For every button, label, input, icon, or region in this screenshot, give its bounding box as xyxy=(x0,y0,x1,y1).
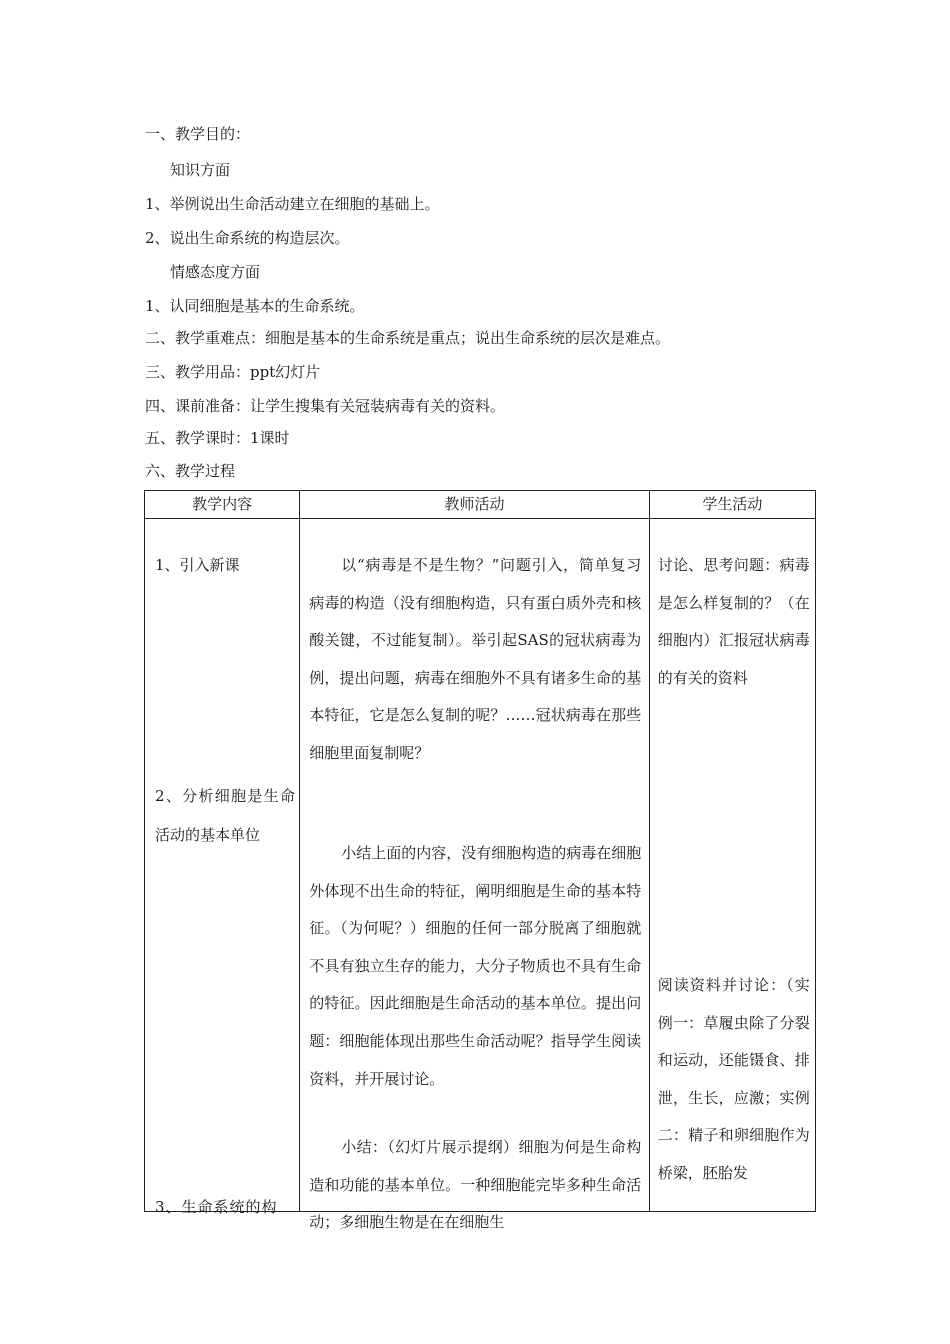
header-teacher: 教师活动 xyxy=(300,491,650,519)
emotion-subheading: 情感态度方面 xyxy=(170,263,261,281)
content-item-3: 3、生命系统的构 xyxy=(155,1198,278,1216)
knowledge-item-1: 1、举例说出生命活动建立在细胞的基础上。 xyxy=(145,195,440,213)
header-student: 学生活动 xyxy=(649,491,815,519)
content-cell xyxy=(145,519,300,1216)
knowledge-item-2: 2、说出生命系统的构造层次。 xyxy=(145,229,350,247)
process-heading: 六、教学过程 xyxy=(145,462,236,480)
teacher-paragraph-1: 以“病毒是不是生物？”问题引入，简单复习病毒的构造（没有细胞构造，只有蛋白质外壳和核酸关键，不过能复制）。举引起SAS的冠状病毒为例，提出问题，病毒在细胞外不具有诸多生命的基本特征，它是怎么复制的呢？……冠状病毒在那些细胞里面复制呢？ xyxy=(309,556,642,762)
emotion-item-1: 1、认同细胞是基本的生命系统。 xyxy=(145,297,365,315)
materials-line: 三、教学用品：ppt幻灯片 xyxy=(145,363,321,381)
student-cell xyxy=(649,519,815,1212)
objective-heading: 一、教学目的： xyxy=(145,125,251,143)
header-content: 教学内容 xyxy=(145,491,300,519)
student-paragraph-2: 阅读资料并讨论：（实例一：草履虫除了分裂和运动，还能镊食、排泄，生长，应激；实例二：精子和卵细胞作为桥梁，胚胎发 xyxy=(657,976,810,1182)
student-paragraph-1: 讨论、思考问题：病毒是怎么样复制的？（在细胞内）汇报冠状病毒的有关的资料 xyxy=(657,556,810,687)
table-header-row xyxy=(145,491,816,519)
preparation-line: 四、课前准备：让学生搜集有关冠装病毒有关的资料。 xyxy=(145,397,506,415)
lesson-process-table xyxy=(144,490,816,1232)
keypoints-line: 二、教学重难点：细胞是基本的生命系统是重点；说出生命系统的层次是难点。 xyxy=(145,329,671,347)
table-row xyxy=(145,519,816,1212)
content-item-1: 1、引入新课 xyxy=(155,556,240,574)
teacher-cell xyxy=(300,519,650,1232)
content-item-2: 2、分析细胞是生命活动的基本单位 xyxy=(155,787,295,844)
knowledge-subheading: 知识方面 xyxy=(170,161,231,179)
teacher-paragraph-2: 小结上面的内容，没有细胞构造的病毒在细胞外体现不出生命的特征，阐明细胞是生命的基本特征。（为何呢？）细胞的任何一部分脱离了细胞就不具有独立生存的能力，大分子物质也不具有生命的特征。因此细胞是生命活动的基本单位。提出问题：细胞能体现出那些生命活动呢？指导学生阅读资料，并开展讨论。 xyxy=(309,844,642,1088)
teacher-paragraph-3: 小结：（幻灯片展示提纲）细胞为何是生命构造和功能的基本单位。一种细胞能完毕多种生命活动；多细胞生物是在在细胞生 xyxy=(309,1138,642,1232)
hours-line: 五、教学课时：1课时 xyxy=(145,429,290,447)
